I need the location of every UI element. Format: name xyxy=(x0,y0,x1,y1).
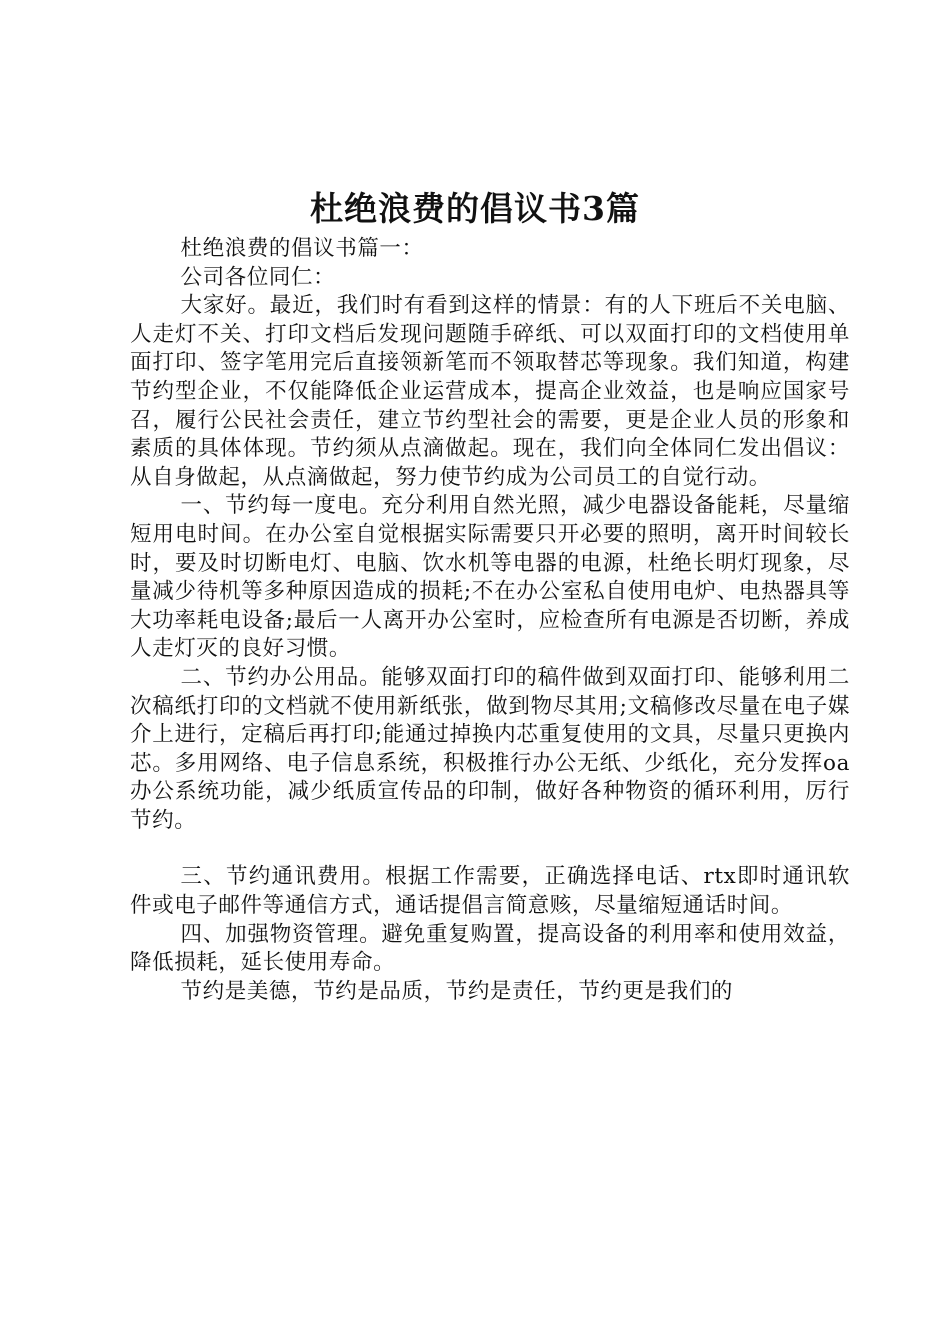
closing-paragraph: 节约是美德，节约是品质，节约是责任，节约更是我们的 xyxy=(180,978,734,1004)
salutation: 公司各位同仁： xyxy=(180,264,336,290)
section-heading: 杜绝浪费的倡议书篇一： xyxy=(180,236,424,261)
intro-paragraph: 大家好。最近，我们时有看到这样的情景：有的人下班后不关电脑、人走灯不关、打印文档后发现问题随手碎纸、可以双面打印的文档使用单面打印、签字笔用完后直接领新笔而不领取替芯等现象。我们知道，构建节约型企业，不仅能降低企业运营成本，提高企业效益，也是响应国家号召，履行公民社会责任，建立节约型社会的需要，更是企业人员的形象和素质的具体体现。节约须从点滴做起。现在，我们向全体同仁发出倡议：从自身做起，从点滴做起，努力使节约成为公司员工的自觉行动。 xyxy=(130,293,850,490)
document-title: 杜绝浪费的倡议书3篇 xyxy=(310,189,640,228)
item-paragraph: 四、加强物资管理。避免重复购置，提高设备的利用率和使用效益，降低损耗，延长使用寿命。 xyxy=(130,921,850,976)
paragraph-gap xyxy=(130,835,850,863)
item-paragraph: 三、节约通讯费用。根据工作需要，正确选择电话、rtx即时通讯软件或电子邮件等通信方式，通话提倡言简意赅，尽量缩短通话时间。 xyxy=(130,864,850,919)
document-body xyxy=(130,235,850,1006)
item-paragraph: 一、节约每一度电。充分利用自然光照，减少电器设备能耗，尽量缩短用电时间。在办公室自觉根据实际需要只开必要的照明，离开时间较长时，要及时切断电灯、电脑、饮水机等电器的电源，杜绝长明灯现象，尽量减少待机等多种原因造成的损耗;不在办公室私自使用电炉、电热器具等大功率耗电设备;最后一人离开办公室时，应检查所有电源是否切断，养成人走灯灭的良好习惯。 xyxy=(130,493,850,662)
item-paragraph: 二、节约办公用品。能够双面打印的稿件做到双面打印、能够利用二次稿纸打印的文档就不使用新纸张，做到物尽其用;文稿修改尽量在电子媒介上进行，定稿后再打印;能通过掉换内芯重复使用的文具，尽量只更换内芯。多用网络、电子信息系统，积极推行办公无纸、少纸化，充分发挥oa办公系统功能，减少纸质宣传品的印制，做好各种物资的循环利用，厉行节约。 xyxy=(130,664,850,833)
